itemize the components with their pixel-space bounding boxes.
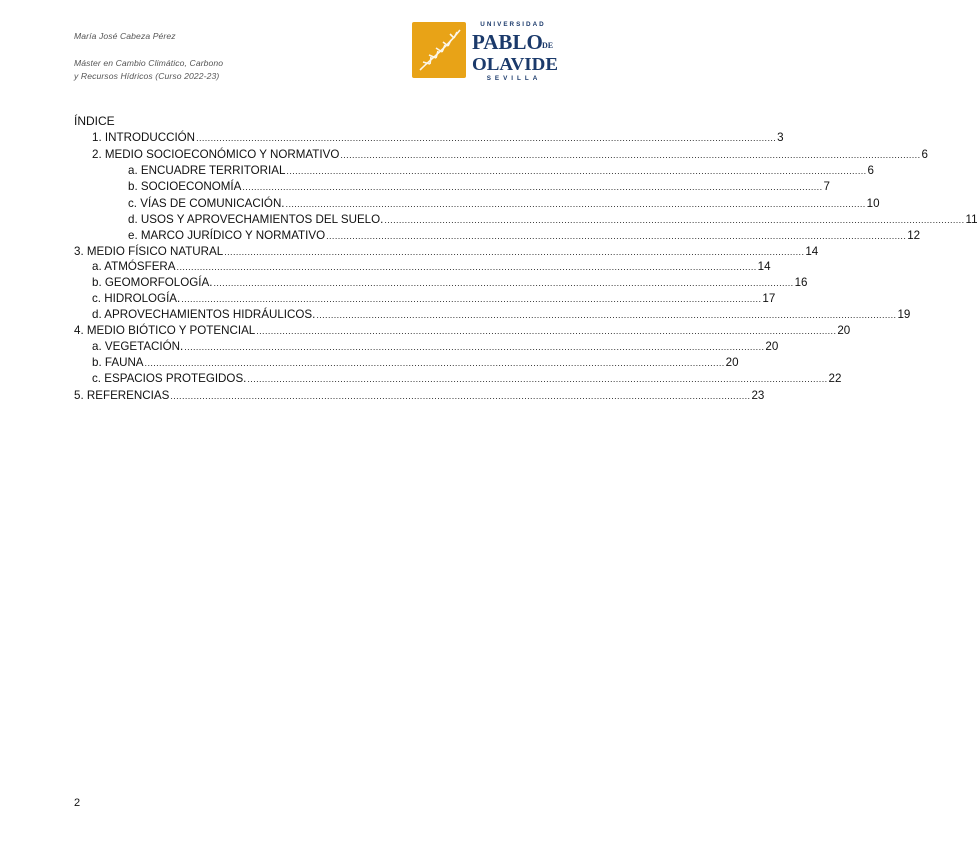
toc-entry-label: d. APROVECHAMIENTOS HIDRÁULICOS.	[92, 308, 316, 321]
toc-entry-page: 14	[805, 245, 819, 258]
toc-entry-label: c. VÍAS DE COMUNICACIÓN.	[128, 197, 285, 210]
toc-entry-page: 11	[965, 213, 978, 226]
toc-entry-page: 23	[751, 389, 765, 402]
program-line-1: Máster en Cambio Climático, Carbono	[74, 58, 224, 68]
toc-entry-label: 4. MEDIO BIÓTICO Y POTENCIAL	[74, 324, 256, 337]
toc-entry[interactable]	[92, 131, 784, 145]
logo-de: DE	[542, 41, 554, 50]
toc-entry[interactable]	[128, 213, 978, 227]
toc-entry[interactable]	[74, 245, 819, 259]
toc-leader-dots: ........................................................................................................................................................................................................	[247, 374, 828, 384]
toc-leader-dots: ........................................................................................................................................................................................................	[196, 133, 777, 143]
toc-entry[interactable]	[92, 148, 928, 162]
program-line-2: y Recursos Hídricos (Curso 2022-23)	[74, 71, 220, 81]
toc-leader-dots: ........................................................................................................................................................................................................	[316, 310, 897, 320]
toc-entry-page: 19	[897, 308, 911, 321]
toc-entry-label: c. ESPACIOS PROTEGIDOS.	[92, 372, 247, 385]
toc-entry[interactable]	[92, 372, 842, 386]
toc-leader-dots: ........................................................................................................................................................................................................	[256, 326, 837, 336]
toc-entry-label: b. SOCIOECONOMÍA	[128, 180, 242, 193]
toc-entry-page: 12	[907, 229, 921, 242]
toc-entry-page: 3	[777, 131, 784, 144]
toc-entry[interactable]	[92, 260, 771, 274]
toc-leader-dots: ........................................................................................................................................................................................................	[285, 199, 866, 209]
logo-name-line2: OLAVIDE	[472, 54, 558, 74]
university-logo	[412, 18, 560, 82]
toc-entry-page: 20	[837, 324, 851, 337]
toc-entry-label: a. VEGETACIÓN.	[92, 340, 184, 353]
toc-leader-dots: ........................................................................................................................................................................................................	[213, 278, 794, 288]
toc-entry[interactable]	[74, 389, 765, 403]
toc-entry[interactable]	[92, 276, 808, 290]
page-number: 2	[74, 797, 81, 809]
toc-leader-dots: ........................................................................................................................................................................................................	[340, 150, 921, 160]
toc-leader-dots: ........................................................................................................................................................................................................	[242, 182, 823, 192]
toc-entry-label: b. FAUNA	[92, 356, 144, 369]
toc-entry[interactable]	[128, 180, 830, 194]
toc-entry-page: 14	[757, 260, 771, 273]
toc-leader-dots: ........................................................................................................................................................................................................	[170, 391, 751, 401]
toc-entry[interactable]	[74, 324, 851, 338]
toc-entry[interactable]	[128, 229, 921, 243]
toc-entry[interactable]	[128, 164, 874, 178]
toc-entry-page: 10	[866, 197, 880, 210]
logo-bottom-text: SEVILLA	[486, 75, 542, 82]
toc-entry-page: 22	[828, 372, 842, 385]
toc-entry-page: 6	[867, 164, 874, 177]
toc-entry-label: e. MARCO JURÍDICO Y NORMATIVO	[128, 229, 326, 242]
toc-entry-page: 20	[765, 340, 779, 353]
toc-entry-page: 16	[794, 276, 808, 289]
toc-entry[interactable]	[92, 308, 911, 322]
toc-title: ÍNDICE	[74, 114, 115, 128]
toc-leader-dots: ........................................................................................................................................................................................................	[384, 215, 965, 225]
toc-entry-label: b. GEOMORFOLOGÍA.	[92, 276, 213, 289]
toc-entry-label: 1. INTRODUCCIÓN	[92, 131, 196, 144]
toc-entry[interactable]	[92, 356, 739, 370]
toc-entry[interactable]	[128, 197, 880, 211]
toc-entry[interactable]	[92, 340, 779, 354]
toc-entry-label: a. ENCUADRE TERRITORIAL	[128, 164, 286, 177]
author-name: María José Cabeza Pérez	[74, 31, 176, 41]
toc-entry-label: d. USOS Y APROVECHAMIENTOS DEL SUELO.	[128, 213, 384, 226]
toc-entry-label: 3. MEDIO FÍSICO NATURAL	[74, 245, 224, 258]
toc-entry[interactable]	[92, 292, 776, 306]
toc-leader-dots: ........................................................................................................................................................................................................	[176, 262, 757, 272]
toc-leader-dots: ........................................................................................................................................................................................................	[326, 231, 907, 241]
toc-leader-dots: ........................................................................................................................................................................................................	[184, 342, 765, 352]
logo-name-line1: PABLO	[472, 30, 543, 54]
toc-entry-page: 20	[725, 356, 739, 369]
toc-entry-page: 17	[762, 292, 776, 305]
toc-entry-label: 2. MEDIO SOCIOECONÓMICO Y NORMATIVO	[92, 148, 340, 161]
toc-leader-dots: ........................................................................................................................................................................................................	[181, 294, 762, 304]
toc-leader-dots: ........................................................................................................................................................................................................	[224, 247, 805, 257]
toc-leader-dots: ........................................................................................................................................................................................................	[144, 358, 725, 368]
toc-entry-page: 7	[823, 180, 830, 193]
toc-leader-dots: ........................................................................................................................................................................................................	[286, 166, 867, 176]
toc-entry-label: c. HIDROLOGÍA.	[92, 292, 181, 305]
toc-entry-label: 5. REFERENCIAS	[74, 389, 170, 402]
toc-entry-page: 6	[921, 148, 928, 161]
logo-top-text: UNIVERSIDAD	[480, 21, 546, 28]
toc-entry-label: a. ATMÓSFERA	[92, 260, 176, 273]
